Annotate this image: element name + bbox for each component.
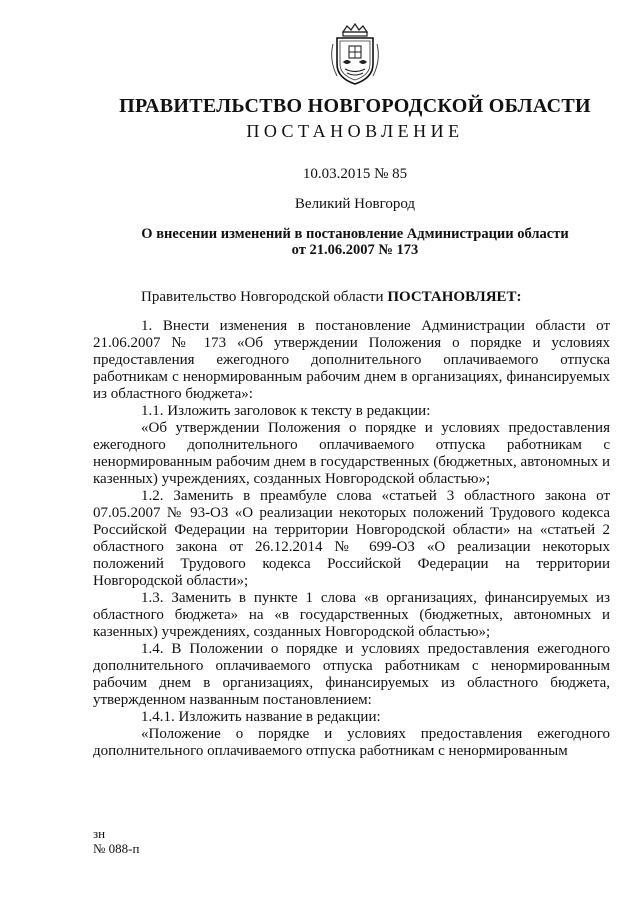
paragraph-1-4: 1.4. В Положении о порядке и условиях предоставления ежегодного дополнительного оплачиваемого отпуска работникам с ненормированным рабочим днем в организациях, финансируемых из областного бюджета, утвержденном названным постановлением: xyxy=(93,641,610,708)
paragraph-1-1: 1.1. Изложить заголовок к тексту в редакции: xyxy=(141,403,431,419)
lead-paragraph xyxy=(93,289,610,306)
paragraph-1-4-1-quote: «Положение о порядке и условиях предоставления ежегодного дополнительного оплачиваемого отпуска работникам с ненормированным xyxy=(93,726,610,759)
document-body xyxy=(93,289,610,760)
government-title: ПРАВИТЕЛЬСТВО НОВГОРОДСКОЙ ОБЛАСТИ xyxy=(119,95,591,117)
paragraph-1-2: 1.2. Заменить в преамбуле слова «статьей 3 областного закона от 07.05.2007 № 93-ОЗ «О реализации некоторых положений Трудового кодекса Российской Федерации на территории Новгородской области» на «статьей 2 областного закона от 26.12.2014 № 699-ОЗ «О реализации некоторых положений Трудового кодекса Российской Федерации на территории Новгородской области»; xyxy=(93,488,610,589)
city: Великий Новгород xyxy=(294,196,416,212)
coat-of-arms-icon xyxy=(327,22,383,88)
lead-text: Правительство Новгородской области xyxy=(141,289,388,305)
document-subject: О внесении изменений в постановление Администрации области от 21.06.2007 № 173 xyxy=(141,226,569,258)
date-and-number: 10.03.2015 № 85 xyxy=(302,166,408,182)
paragraph-1-3: 1.3. Заменить в пункте 1 слова «в организациях, финансируемых из областного бюджета» на «в государственных (бюджетных, автономных и казенных) учреждениях, созданных Новгородской областью»; xyxy=(93,590,610,640)
document-type: ПОСТАНОВЛЕНИЕ xyxy=(246,121,464,141)
lead-bold: ПОСТАНОВЛЯЕТ: xyxy=(387,289,522,305)
paragraph-1-1-quote: «Об утверждении Положения о порядке и условиях предоставления ежегодного дополнительного оплачиваемого отпуска работникам с ненормированным рабочим днем в государственных (бюджетных, автономных и казенных) учреждениях, созданных Новгородской областью»; xyxy=(93,420,610,487)
document-footer xyxy=(93,826,139,856)
paragraph-1: 1. Внести изменения в постановление Администрации области от 21.06.2007 № 173 «Об утверждении Положения о порядке и условиях предоставления ежегодного дополнительного оплачиваемого отпуска работникам с ненормированным рабочим днем в организациях, финансируемых из областного бюджета»: xyxy=(93,318,610,402)
footer-initials: зн xyxy=(93,826,106,841)
paragraph-1-4-1: 1.4.1. Изложить название в редакции: xyxy=(141,709,381,725)
footer-number: № 088-п xyxy=(93,841,140,856)
